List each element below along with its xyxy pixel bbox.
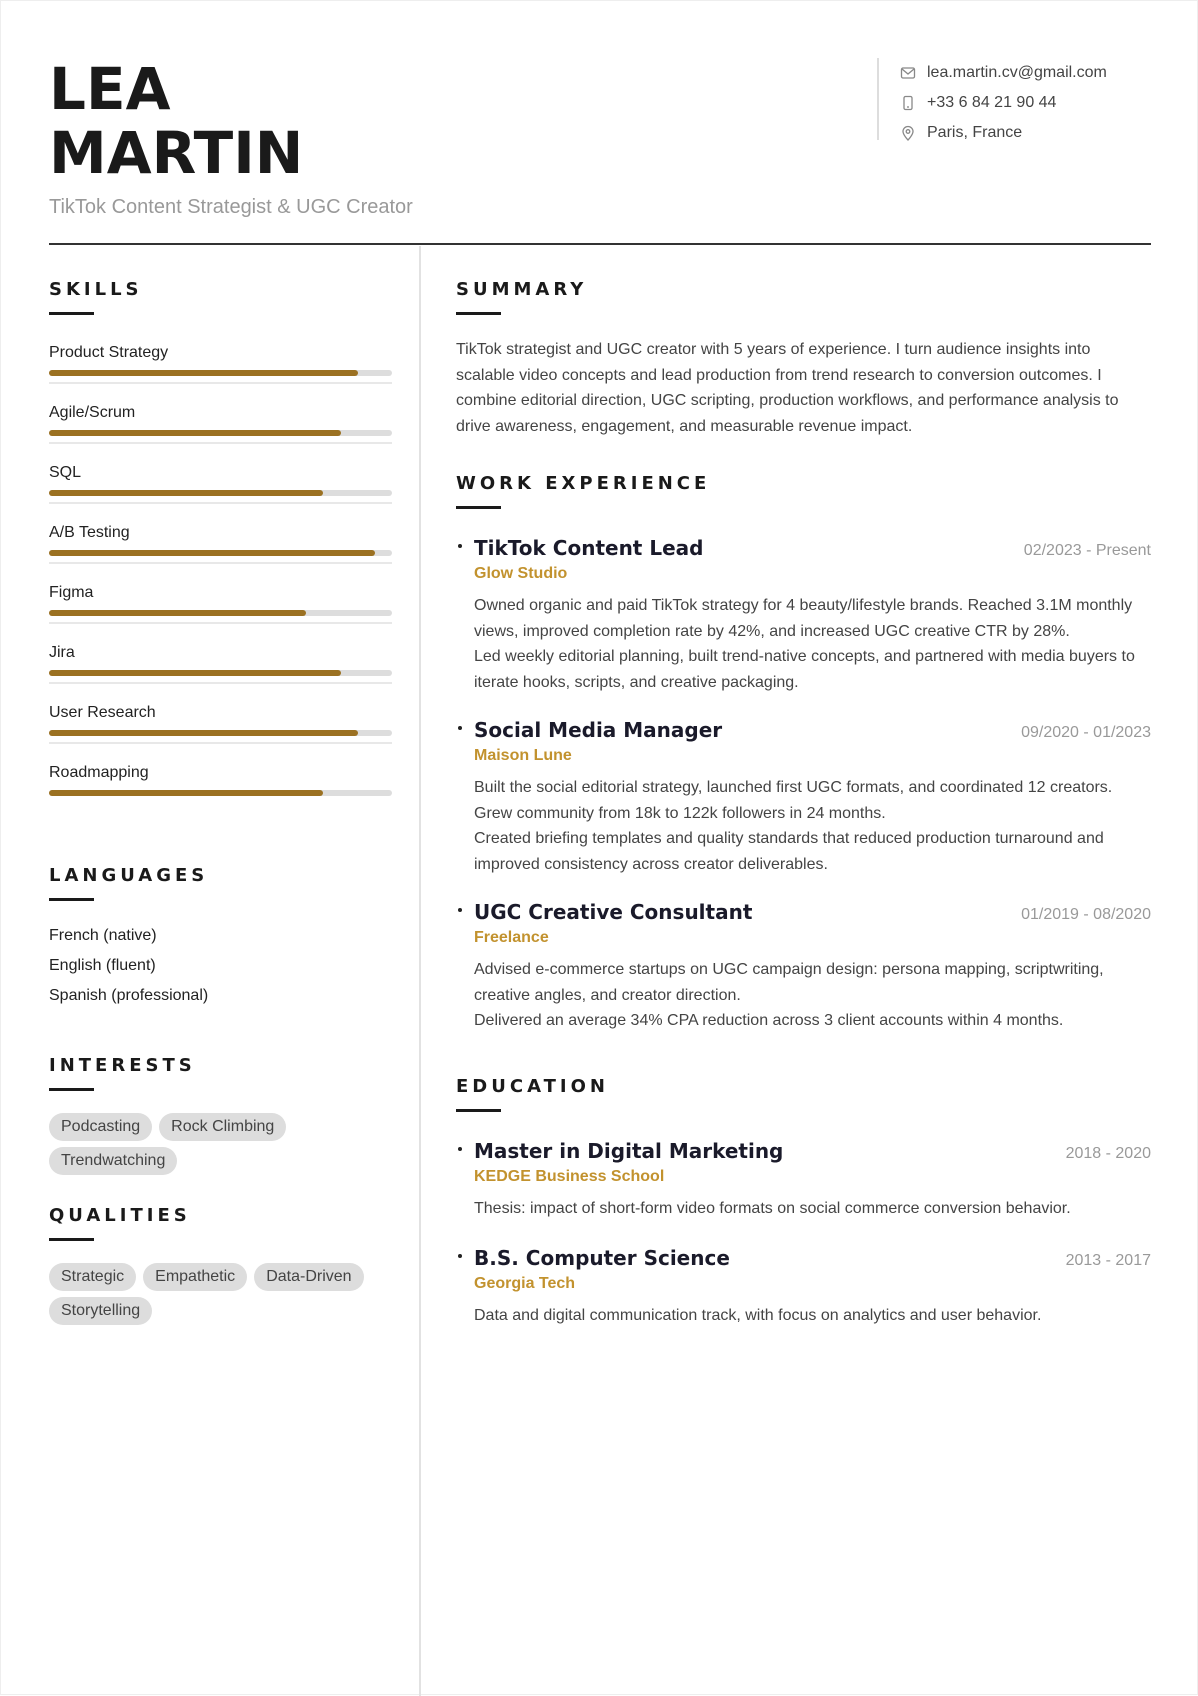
contact-block: [877, 58, 1107, 140]
interests-tags: [49, 1113, 392, 1175]
job-role: TikTok Content Lead: [474, 536, 704, 560]
skill-item: [49, 763, 392, 823]
heading-underline: [456, 312, 501, 315]
work-entry: [456, 535, 1151, 695]
quality-tag: Data-Driven: [254, 1263, 363, 1291]
interests-heading: INTERESTS: [49, 1055, 196, 1076]
skill-bar-fill: [49, 670, 341, 676]
column-divider: [419, 246, 421, 1696]
heading-underline: [456, 506, 501, 509]
work-experience-section: [456, 473, 1151, 1034]
skills-section: [49, 279, 392, 823]
skill-separator: [49, 742, 392, 744]
heading-underline: [49, 898, 94, 901]
degree-name: Master in Digital Marketing: [474, 1138, 784, 1163]
qualities-tags: [49, 1263, 392, 1325]
interest-tag: Rock Climbing: [159, 1113, 286, 1141]
location-text: Paris, France: [927, 124, 1023, 141]
heading-underline: [49, 1238, 94, 1241]
contact-location: [899, 118, 1107, 148]
skill-bar-track: [49, 490, 392, 496]
skill-separator: [49, 622, 392, 624]
job-description: [474, 957, 1151, 1034]
job-title: TikTok Content Strategist & UGC Creator: [49, 196, 413, 218]
degree-name: B.S. Computer Science: [474, 1246, 730, 1270]
skill-bar-track: [49, 370, 392, 376]
languages-list: [49, 921, 392, 1011]
education-heading: EDUCATION: [456, 1075, 609, 1097]
skill-separator: [49, 562, 392, 564]
work-entry: [456, 717, 1151, 877]
skill-bar-track: [49, 790, 392, 796]
skill-bar-fill: [49, 490, 323, 496]
work-entry: [456, 899, 1151, 1034]
education-section: [456, 1076, 1151, 1329]
skill-label: Agile/Scrum: [49, 404, 136, 421]
school-name: Georgia Tech: [474, 1275, 576, 1292]
quality-tag: Strategic: [49, 1263, 136, 1291]
company-name: Glow Studio: [474, 565, 568, 582]
skills-heading: SKILLS: [49, 279, 143, 300]
skill-bar-track: [49, 670, 392, 676]
skill-label: Roadmapping: [49, 764, 149, 781]
interest-tag: Podcasting: [49, 1113, 152, 1141]
skill-label: User Research: [49, 704, 156, 721]
skill-bar-track: [49, 550, 392, 556]
job-dates: 01/2019 - 08/2020: [1021, 906, 1151, 923]
skill-label: A/B Testing: [49, 524, 130, 541]
skill-bar-track: [49, 430, 392, 436]
job-role: UGC Creative Consultant: [474, 900, 753, 924]
education-description: Thesis: impact of short-form video formats on social commerce conversion behavior.: [474, 1199, 1071, 1217]
skill-item: [49, 703, 392, 763]
skill-label: Jira: [49, 644, 75, 661]
education-dates: 2018 - 2020: [1065, 1144, 1151, 1162]
work-experience-heading: WORK EXPERIENCE: [456, 473, 711, 494]
summary-text: TikTok strategist and UGC creator with 5 years of experience. I turn audience insights into scalable video concepts and lead production from trend research to conversion outcomes. I combine editorial direction, UGC scripting, production workflows, and performance analysis to drive awareness, engagement, and measurable revenue impact.: [456, 341, 1119, 435]
skill-label: Product Strategy: [49, 344, 169, 361]
location-pin-icon: [899, 124, 917, 142]
description-paragraph: Delivered an average 34% CPA reduction across 3 client accounts within 4 months.: [474, 1012, 1064, 1029]
contact-email[interactable]: [899, 58, 1107, 88]
skill-bar-fill: [49, 430, 341, 436]
email-text[interactable]: lea.martin.cv@gmail.com: [927, 64, 1107, 81]
bullet-icon: [458, 1254, 462, 1258]
school-name: KEDGE Business School: [474, 1167, 665, 1185]
description-paragraph: Led weekly editorial planning, built trend-native concepts, and partnered with media buyers to iterate hooks, scripts, and creative packaging.: [474, 648, 1135, 691]
skill-separator: [49, 502, 392, 504]
qualities-heading: QUALITIES: [49, 1205, 191, 1226]
skill-bar-track: [49, 610, 392, 616]
language-item: English (fluent): [49, 957, 156, 974]
company-name: Maison Lune: [474, 747, 572, 764]
education-list: [456, 1138, 1151, 1329]
job-role: Social Media Manager: [474, 718, 723, 742]
skill-item: [49, 523, 392, 583]
description-paragraph: Built the social editorial strategy, launched first UGC formats, and coordinated 12 creators. Grew community from 18k to 122k followers in 24 months.: [474, 779, 1113, 822]
job-dates: 02/2023 - Present: [1023, 542, 1151, 559]
quality-tag: Storytelling: [49, 1297, 152, 1325]
candidate-name: [49, 57, 303, 185]
left-column: [49, 279, 392, 1325]
skill-item: [49, 463, 392, 523]
bullet-icon: [458, 726, 462, 730]
skills-list: [49, 343, 392, 823]
bullet-icon: [458, 908, 462, 912]
skill-separator: [49, 442, 392, 444]
qualities-section: [49, 1205, 392, 1325]
summary-heading: SUMMARY: [456, 279, 588, 300]
skill-item: [49, 583, 392, 643]
summary-section: [456, 279, 1151, 439]
company-name: Freelance: [474, 929, 549, 946]
work-list: [456, 535, 1151, 1034]
skill-item: [49, 403, 392, 463]
heading-underline: [49, 1088, 94, 1091]
contact-phone[interactable]: [899, 88, 1107, 118]
first-name: LEA: [49, 55, 171, 123]
languages-heading: LANGUAGES: [49, 865, 209, 886]
job-description: [474, 593, 1151, 695]
skill-bar-fill: [49, 730, 358, 736]
skill-item: [49, 643, 392, 703]
bullet-icon: [458, 1147, 462, 1151]
description-paragraph: Owned organic and paid TikTok strategy for 4 beauty/lifestyle brands. Reached 3.1M monthly views, improved completion rate by 42%, and increased UGC creative CTR by 28%.: [474, 597, 1133, 640]
education-entry: [456, 1138, 1151, 1222]
mail-icon: [899, 64, 917, 82]
right-column: [456, 279, 1151, 1353]
language-item: Spanish (professional): [49, 987, 209, 1004]
skill-separator: [49, 682, 392, 684]
skill-bar-fill: [49, 370, 358, 376]
bullet-icon: [458, 544, 462, 548]
skill-label: SQL: [49, 464, 82, 481]
skill-bar-fill: [49, 550, 375, 556]
skill-bar-track: [49, 730, 392, 736]
education-description: Data and digital communication track, with focus on analytics and user behavior.: [474, 1307, 1042, 1324]
quality-tag: Empathetic: [143, 1263, 247, 1291]
last-name: MARTIN: [49, 119, 304, 187]
phone-text[interactable]: +33 6 84 21 90 44: [927, 94, 1057, 111]
job-dates: 09/2020 - 01/2023: [1021, 724, 1151, 741]
interest-tag: Trendwatching: [49, 1147, 177, 1175]
skill-bar-fill: [49, 790, 323, 796]
skill-bar-fill: [49, 610, 306, 616]
language-item: French (native): [49, 927, 157, 944]
education-entry: [456, 1245, 1151, 1329]
skill-item: [49, 343, 392, 403]
job-description: [474, 775, 1151, 877]
description-paragraph: Created briefing templates and quality standards that reduced production turnaround and improved consistency across creator deliverables.: [474, 830, 1104, 873]
heading-underline: [49, 312, 94, 315]
heading-underline: [456, 1109, 501, 1112]
interests-section: [49, 1055, 392, 1175]
languages-section: [49, 865, 392, 1011]
description-paragraph: Advised e-commerce startups on UGC campaign design: persona mapping, scriptwriting, creative angles, and creator direction.: [474, 961, 1104, 1004]
education-dates: 2013 - 2017: [1065, 1252, 1151, 1269]
skill-separator: [49, 382, 392, 384]
skill-label: Figma: [49, 584, 94, 601]
header-divider: [49, 243, 1151, 245]
phone-icon: [899, 94, 917, 112]
